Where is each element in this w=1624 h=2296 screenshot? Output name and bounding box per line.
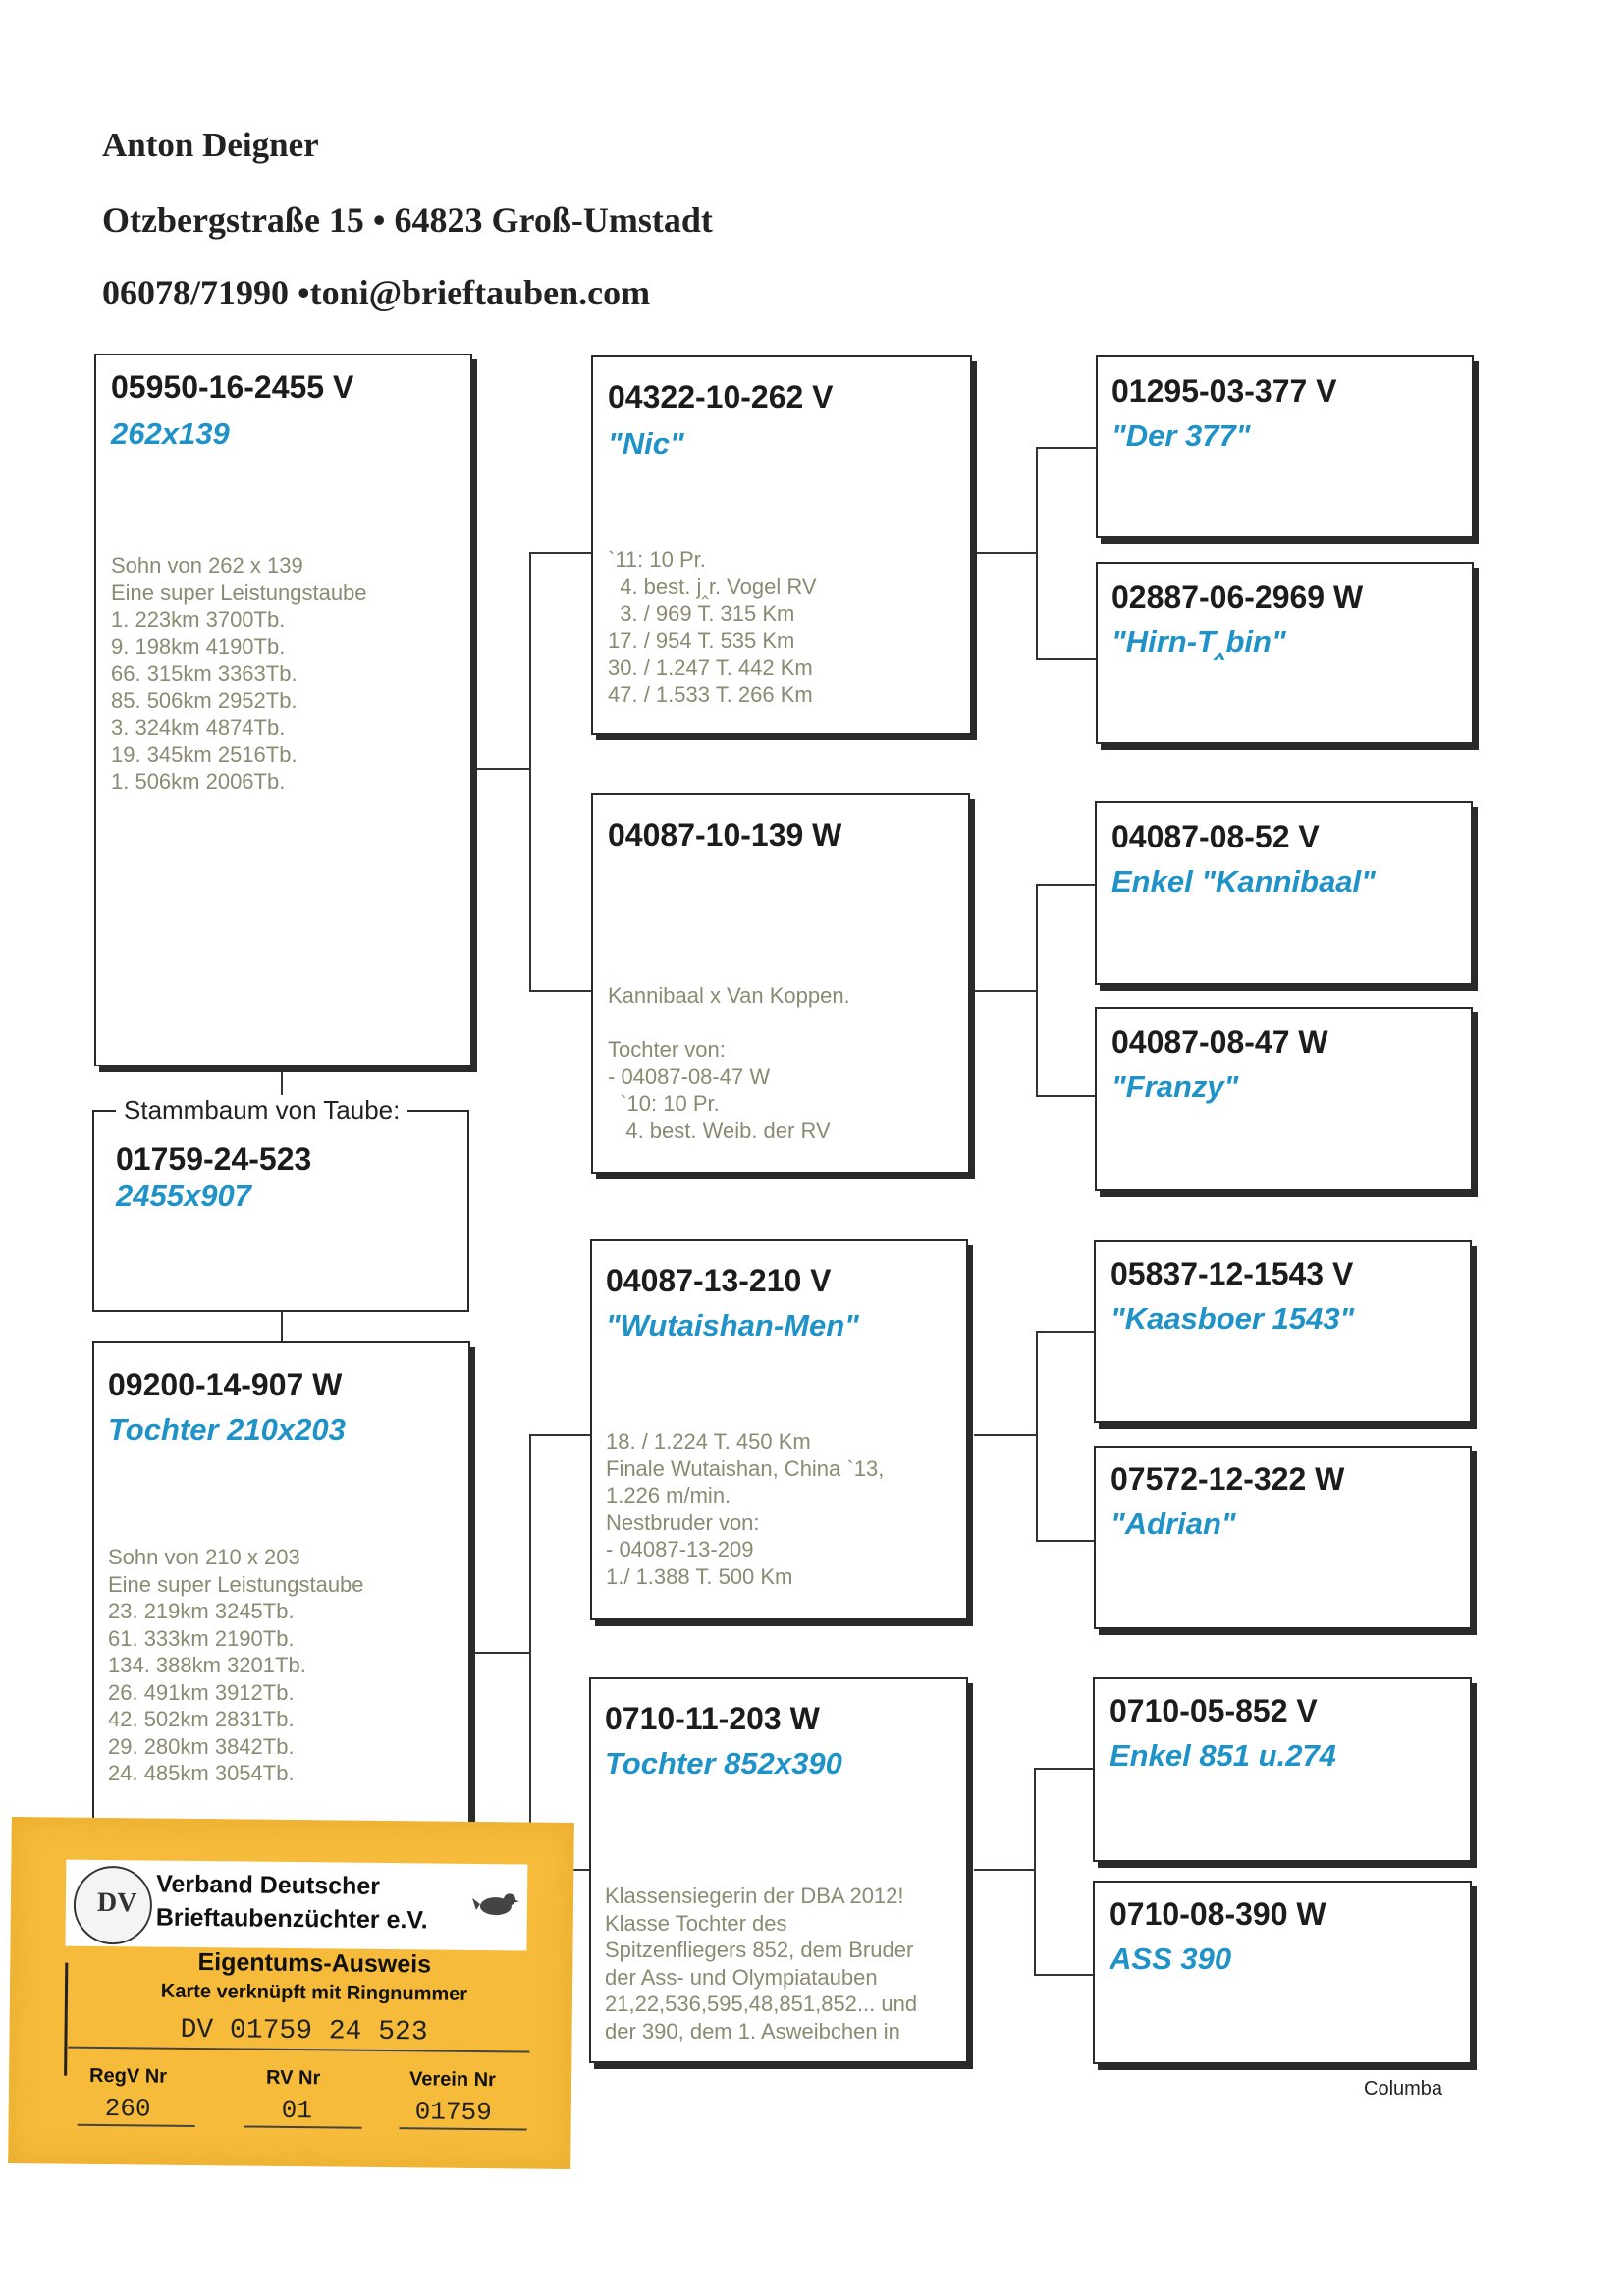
regv-underline [78, 2124, 195, 2127]
association-logo [74, 1866, 153, 1945]
father-name: 262x139 [111, 416, 230, 451]
card-ring-number: DV 01759 24 523 [180, 2014, 428, 2049]
paternal-grandfather-name: "Nic" [608, 426, 684, 461]
paternal-grandfather-ring-number: 04322-10-262 V [608, 379, 834, 414]
card-header [65, 1860, 527, 1951]
card-divider [64, 1963, 68, 2076]
mother-ring-number: 09200-14-907 W [108, 1367, 343, 1402]
maternal-grandmother-name: Tochter 852x390 [605, 1746, 842, 1780]
maternal-grandfather-ring-number: 04087-13-210 V [606, 1263, 832, 1298]
mother-card [92, 1341, 470, 1852]
subject-ring-number: 01759-24-523 [116, 1141, 312, 1176]
great-grandparent-mfm-card [1094, 1446, 1472, 1629]
great-grandparent-mff-card [1094, 1240, 1472, 1423]
maternal-grandmother-card [589, 1677, 968, 2063]
father-card [94, 354, 472, 1066]
great-grandparent-fmf-ring-number: 04087-08-52 V [1111, 819, 1320, 854]
pedigree-caption: Stammbaum von Taube: [116, 1095, 407, 1125]
mother-notes: Sohn von 210 x 203 Eine super Leistungstaube 23. 219km 3245Tb. 61. 333km 2190Tb. 134. 388km 3201Tb. 26. 491km 3912Tb. 42. 502km 2831Tb. 29. 280km 3842Tb. 24. 485km 3054Tb. [108, 1545, 364, 1785]
great-grandparent-fmm-ring-number: 04087-08-47 W [1111, 1024, 1328, 1060]
paternal-grandfather-notes: `11: 10 Pr. 4. best. j‸r. Vogel RV 3. / 969 T. 315 Km 17. / 954 T. 535 Km 30. / 1.247 T. 442 Km 47. / 1.533 T. 266 Km [608, 547, 817, 707]
subject-name: 2455x907 [116, 1178, 251, 1213]
great-grandparent-fmf-name: Enkel "Kannibaal" [1111, 864, 1376, 899]
ownership-card [8, 1817, 574, 2169]
card-subtitle: Karte verknüpft mit Ringnummer [160, 1980, 468, 2005]
great-grandparent-fff-ring-number: 01295-03-377 V [1111, 373, 1337, 409]
rv-value: 01 [281, 2095, 313, 2126]
breeder-name: Anton Deigner [102, 126, 319, 164]
great-grandparent-mmf-card [1093, 1677, 1472, 1862]
regv-value: 260 [104, 2094, 151, 2124]
paternal-grandmother-notes: Kannibaal x Van Koppen. Tochter von: - 04087-08-47 W `10: 10 Pr. 4. best. Weib. der RV [608, 983, 850, 1143]
maternal-grandmother-notes: Klassensiegerin der DBA 2012! Klasse Tochter des Spitzenfliegers 852, dem Bruder der Ass- und Olympiatauben 21,22,536,595,48,851,852... und der 390, dem 1. Asweibchen in [605, 1884, 918, 2044]
card-title: Eigentums-Ausweis [197, 1948, 432, 1979]
rv-label: RV Nr [265, 2066, 321, 2090]
rv-underline [244, 2126, 362, 2129]
subject-card [92, 1110, 469, 1312]
paternal-grandmother-card [591, 793, 970, 1174]
regv-label: RegV Nr [88, 2064, 168, 2088]
association-name-line2: Brieftaubenzüchter e.V. [155, 1903, 428, 1935]
maternal-grandfather-card [590, 1239, 968, 1620]
pigeon-icon [472, 1889, 519, 1920]
mother-name: Tochter 210x203 [108, 1412, 346, 1447]
maternal-grandfather-notes: 18. / 1.224 T. 450 Km Finale Wutaishan, China `13, 1.226 m/min. Nestbruder von: - 04087-13-209 1./ 1.388 T. 500 Km [606, 1429, 885, 1589]
maternal-grandfather-name: "Wutaishan-Men" [606, 1308, 859, 1342]
great-grandparent-ffm-card [1096, 562, 1474, 744]
great-grandparent-fmf-card [1095, 801, 1473, 985]
father-ring-number: 05950-16-2455 V [111, 369, 354, 405]
association-name-line1: Verband Deutscher [156, 1870, 381, 1900]
great-grandparent-mmf-name: Enkel 851 u.274 [1110, 1738, 1336, 1773]
father-notes: Sohn von 262 x 139 Eine super Leistungstaube 1. 223km 3700Tb. 9. 198km 4190Tb. 66. 315km 3363Tb. 85. 506km 2952Tb. 3. 324km 4874Tb. 19. 345km 2516Tb. 1. 506km 2006Tb. [111, 553, 367, 793]
great-grandparent-mfm-ring-number: 07572-12-322 W [1110, 1461, 1345, 1497]
association-logo-text: DV [96, 1886, 137, 1919]
great-grandparent-fmm-name: "Franzy" [1111, 1069, 1239, 1104]
great-grandparent-fff-name: "Der 377" [1111, 418, 1251, 453]
verein-label: Verein Nr [408, 2068, 497, 2092]
great-grandparent-mmm-card [1093, 1881, 1472, 2064]
great-grandparent-mmm-name: ASS 390 [1110, 1941, 1232, 1976]
great-grandparent-mff-name: "Kaasboer 1543" [1110, 1301, 1355, 1336]
great-grandparent-fmm-card [1095, 1007, 1473, 1191]
verein-underline [400, 2127, 527, 2130]
great-grandparent-mff-ring-number: 05837-12-1543 V [1110, 1256, 1354, 1291]
breeder-contact: 06078/71990 •toni@brieftauben.com [102, 273, 651, 312]
verein-value: 01759 [414, 2097, 492, 2128]
great-grandparent-ffm-ring-number: 02887-06-2969 W [1111, 579, 1364, 615]
paternal-grandmother-ring-number: 04087-10-139 W [608, 817, 842, 852]
maternal-grandmother-ring-number: 0710-11-203 W [605, 1701, 820, 1736]
great-grandparent-mmf-ring-number: 0710-05-852 V [1110, 1693, 1318, 1728]
great-grandparent-ffm-name: "Hirn-T‸bin" [1111, 625, 1286, 659]
paternal-grandfather-card [591, 355, 972, 735]
great-grandparent-mfm-name: "Adrian" [1110, 1506, 1236, 1541]
great-grandparent-mmm-ring-number: 0710-08-390 W [1110, 1896, 1326, 1932]
breeder-address: Otzbergstraße 15 • 64823 Groß-Umstadt [102, 200, 713, 240]
footer-brand: Columba [1364, 2078, 1443, 2100]
great-grandparent-fff-card [1096, 355, 1474, 538]
